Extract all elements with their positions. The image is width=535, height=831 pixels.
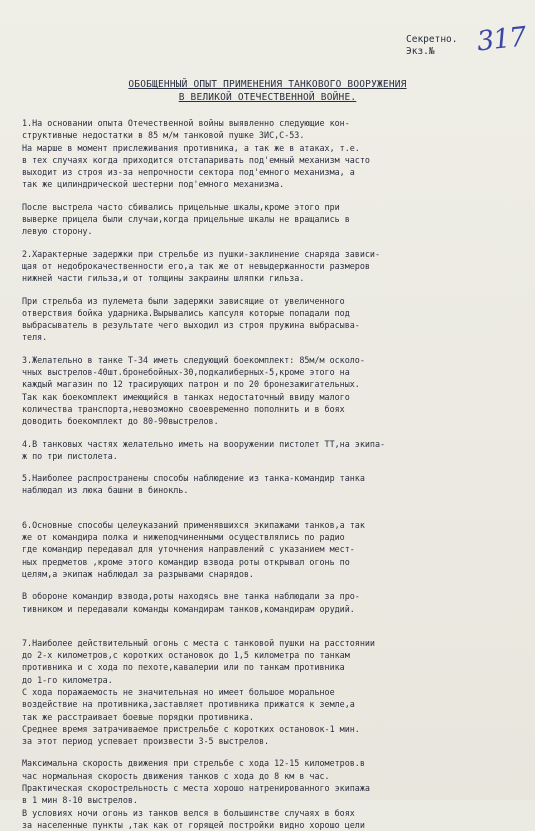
text-line: теля.	[22, 332, 48, 343]
text-line: нижней части гильза,и от толщины закраины шляпки гильза.	[22, 273, 305, 284]
text-line: до 2-х километров,с коротких остановок до 1,5 километра по танкам	[22, 650, 350, 661]
paragraph	[22, 757, 527, 831]
paragraph	[22, 117, 527, 191]
document-title	[0, 78, 535, 104]
secrecy-stamp	[406, 34, 457, 58]
text-line: где командир передавал для уточнения направлений с указанием мест-	[22, 544, 355, 555]
document-body	[22, 117, 527, 831]
text-line: выверке прицела были случаи,когда прицельные шкалы не вращались в	[22, 214, 350, 225]
text-line: выбрасыватель в результате чего выходил из строя пружина выбрасыва-	[22, 320, 360, 331]
paragraph-gap	[22, 238, 527, 248]
paragraph-gap	[22, 580, 527, 590]
text-line: за этот период успевает произвести 3-5 выстрелов.	[22, 736, 270, 747]
text-line: Так как боекомплект имеющийся в танках недостаточный ввиду малого	[22, 391, 350, 402]
text-line: Среднее время затрачиваемое пристрельбе с коротких остановок-1 мин.	[22, 723, 360, 734]
text-line: целям,а экипаж наблюдал за разрывами снарядов.	[22, 568, 254, 579]
text-line: доводить боекомплект до 80-90выстрелов.	[22, 416, 219, 427]
paragraph-gap	[22, 615, 527, 637]
text-line: 6.Основные способы целеуказаний применявшихся экипажами танков,а так	[22, 519, 365, 530]
paragraph-gap	[22, 344, 527, 354]
text-line: ных предметов ,кроме этого командир взвода роты открывал огонь по	[22, 556, 350, 567]
text-line: в тех случаях когда приходится отстапаривать под'емный механизм часто	[22, 154, 370, 165]
paragraph	[22, 438, 527, 463]
text-line: час нормальная скорость движения танков с хода до 8 км в час.	[22, 770, 330, 781]
paragraph	[22, 354, 527, 428]
text-line: чных выстрелов-40шт.бронебойных-30,подкалиберных-5,кроме этого на	[22, 367, 350, 378]
paragraph-gap	[22, 747, 527, 757]
text-line: 5.Наиболее распространены способы наблюдение из танка-командир танка	[22, 473, 365, 484]
paragraph	[22, 248, 527, 285]
paragraph-gap	[22, 462, 527, 472]
secrecy-label: Секретно.	[406, 34, 458, 45]
text-line: так же расстраивает боевые порядки противника.	[22, 711, 254, 722]
text-line: 3.Желательно в танке Т-34 иметь следующий боекомплект: 85м/м осколо-	[22, 354, 365, 365]
text-line: каждый магазин по 12 трасирующих патрон и по 20 бронезажигательных.	[22, 379, 360, 390]
text-line: так же цилиндрической шестерни под'емного механизма.	[22, 179, 285, 190]
title-line-1: ОБОБЩЕННЫЙ ОПЫТ ПРИМЕНЕНИЯ ТАНКОВОГО ВООРУЖЕНИЯ	[128, 79, 407, 90]
text-line: в 1 мин 8-10 выстрелов.	[22, 795, 138, 806]
paragraph	[22, 637, 527, 748]
paragraph	[22, 519, 527, 580]
text-line: 4.В танковых частях желательно иметь на вооружении пистолет ТТ,на экипа-	[22, 438, 386, 449]
text-line: В обороне командир взвода,роты находясь вне танка наблюдали за про-	[22, 591, 360, 602]
text-line: тивником и передавали команды командирам танков,командирам орудий.	[22, 603, 355, 614]
text-line: ж по три пистолета.	[22, 450, 118, 461]
text-line: противника и с хода по пехоте,кавалерии или по танкам противника	[22, 662, 345, 673]
text-line: структивные недостатки в 85 м/м танковой пушке ЗИС,С-53.	[22, 130, 305, 141]
paragraph-gap	[22, 428, 527, 438]
text-line: воздействие на противника,заставляет противника прижатся к земле,а	[22, 699, 355, 710]
text-line: количества транспорта,невозможно своевременно пополнить и в боях	[22, 403, 345, 414]
paragraph	[22, 590, 527, 615]
text-line: В условиях ночи огонь из танков велся в большинстве случаях в боях	[22, 807, 355, 818]
text-line: за населенные пункты ,так как от горящей постройки видно хорошо цели	[22, 819, 365, 830]
text-line: 7.Наиболее действительный огонь с места с танковой пушки на расстоянии	[22, 637, 375, 648]
text-line: 2.Характерные задержки при стрельбе из пушки-заклинение снаряда зависи-	[22, 248, 380, 259]
text-line: На марше в момент прислеживания противника, а так же в атаках, т.е.	[22, 142, 360, 153]
paragraph-gap	[22, 497, 527, 519]
title-line-2: В ВЕЛИКОЙ ОТЕЧЕСТВЕННОЙ ВОЙНЕ.	[178, 92, 357, 103]
text-line: же от командира полка и нижеподчиненными осуществлялись по радио	[22, 532, 345, 543]
text-line: выходит из строя из-за непрочности сектора под'емного механизма, а	[22, 167, 355, 178]
text-line: Максимальна скорость движения при стрельбе с хода 12-15 километров.в	[22, 758, 365, 769]
handwritten-page-number: 317	[475, 21, 528, 58]
text-line: С хода поражаемость не значительная но имеет большое моральное	[22, 686, 335, 697]
text-line: левую сторону.	[22, 226, 93, 237]
text-line: После выстрела часто сбивались прицельные шкалы,кроме этого при	[22, 201, 340, 212]
text-line: 1.На основании опыта Отечественной войны выявленно следующие кон-	[22, 118, 350, 128]
paragraph	[22, 201, 527, 238]
text-line: наблюдал из люка башни в бинокль.	[22, 485, 189, 496]
text-line: до 1-го километра.	[22, 674, 113, 685]
paragraph	[22, 472, 527, 497]
text-line: Практическая скорострельность с места хорошо натренированного экипажа	[22, 783, 370, 794]
paragraph-gap	[22, 285, 527, 295]
text-line: щая от недоброкачественности его,а так же от невыдержанности размеров	[22, 260, 370, 271]
copy-number-label: Экз.№	[406, 46, 435, 57]
paragraph-gap	[22, 191, 527, 201]
paragraph	[22, 295, 527, 344]
text-line: отверствия бойка ударника.Вырывались капсуля которые попадали под	[22, 307, 350, 318]
text-line: При стрельба из пулемета были задержки зависящие от увеличенного	[22, 295, 345, 306]
